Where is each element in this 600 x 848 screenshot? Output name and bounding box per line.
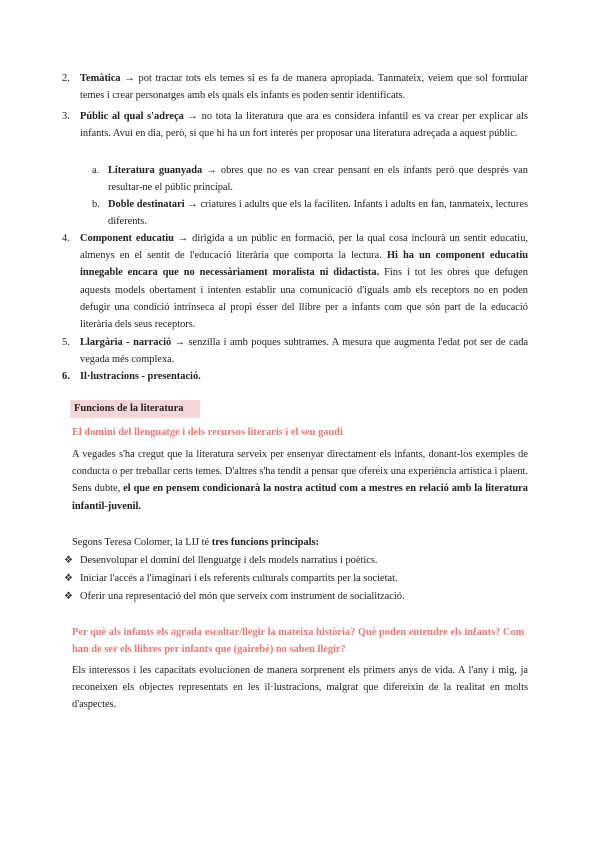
sub-item-literatura-guanyada [108,162,528,196]
arrow: → [120,73,139,84]
list-item-function: Desenvolupar el domini del llenguatge i dels models narratius i poètics. [80,555,378,566]
paragraph-text: Segons Teresa Colomer, la LIJ té [72,537,212,548]
arrow: → [202,165,221,176]
term: Literatura guanyada [108,165,203,176]
list-item-llargaria [80,334,528,368]
item-text: no tota la literatura que ara es considera infantil es va crear per explicar als infants. Avui en dia, però, sí que hi ha un fort interès per proposar una literatura adreçada a aquest públic. [80,111,528,140]
paragraph-text: A vegades s'ha cregut que la literatura serveix per ensenyar directament els infants, donant-los exemples de conducta o per treballar certs temes. D'altres s'ha tendit a pensar que ofereix una experiència artística i plaent. Sens dubte, [72,449,528,495]
list-item-function: Oferir una representació del món que serveix com instrument de socialització. [80,591,405,602]
arrow: → [171,337,189,348]
bold-statement: Hi ha un component educatiu innegable encara que no necessàriament moralista ni didactista. [80,250,529,279]
item-text: pot tractar tots els temes si es fa de manera apropiada. Tanmateix, veiem que sol formular temes i crear personatges amb els quals els infants es poden sentir identificats. [80,73,528,102]
sub-letter: a. [92,165,100,176]
diamond-bullet-icon: ❖ [64,573,73,584]
paragraph-interessos: Els interessos i les capacitats evolucionen de manera sorprenent els primers anys de vida. A l'any i mig, ja reconeixen els objectes representats en les il·lustracions, malgrat que difereixin de la realitat en molts d'aspectes. [72,665,528,711]
arrow: → [184,199,201,210]
sub-letter: b. [92,199,100,210]
list-number: 6. [62,371,70,382]
item-text: Fins i tot les obres que defugen aquests models obertament i intenten establir una comunicació d'iguals amb els receptors no en poden defugir una condició intrínseca al propi ésser del llibre per a infants com que són part de la educació literària dels seus receptors. [80,267,528,331]
arrow: → [183,111,202,122]
term: Doble destinatari [108,199,185,210]
sub-item-doble-destinatari [108,196,528,230]
bold-statement: el que en pensem condicionarà la nostra actitud com a mestres en relació amb la literatura infantil-juvenil. [72,483,528,512]
paragraph-colomer [72,534,528,551]
term: Temàtica [80,73,121,84]
item-text: obres que no es van crear pensant en els infants però que després van resultar-ne el públic principal. [108,165,528,194]
list-number: 3. [62,111,70,122]
section-heading: Funcions de la literatura [74,403,184,414]
diamond-bullet-icon: ❖ [64,591,73,602]
list-item-function: Iniciar l'accés a l'imaginari i els referents culturals compartits per la societat. [80,573,398,584]
term: Llargària - narració [80,337,172,348]
item-text: dirigida a un públic en formació, per la qual cosa inclourà un sentit educatiu, almenys en el sentit de l'educació literària que comporta la lectura. [80,233,528,262]
list-item-component-educatiu [80,230,528,333]
term: Públic al qual s'adreça [80,111,184,122]
list-item-public [80,108,528,142]
subheading-domini-llenguatge: El domini del llenguatge i dels recursos literaris i el seu gaudi [72,427,343,438]
list-number: 4. [62,233,70,244]
list-item-illustracions [80,368,528,385]
list-number: 5. [62,337,70,348]
item-text: criatures i adults que els la faciliten. Infants i adults en fan, tanmateix, lectures diferents. [108,199,528,228]
item-text: senzilla i amb poques subtrames. A mesura que augmenta l'edat pot ser de cada vegada més complexa. [80,337,529,366]
term: Component educatiu [80,233,174,244]
subheading-questions: Per què als infants els agrada escoltar/llegir la mateixa història? Què poden entendre els infants? Com han de ser els llibres per infants que (gairebé) no saben llegir? [72,627,525,655]
list-item-tematica [80,70,528,104]
arrow: → [173,233,193,244]
diamond-bullet-icon: ❖ [64,555,73,566]
bold-statement: tres funcions principals: [211,537,319,548]
term: Il·lustracions - presentació. [80,371,201,382]
paragraph-literatura [72,446,528,515]
list-number: 2. [62,73,70,84]
